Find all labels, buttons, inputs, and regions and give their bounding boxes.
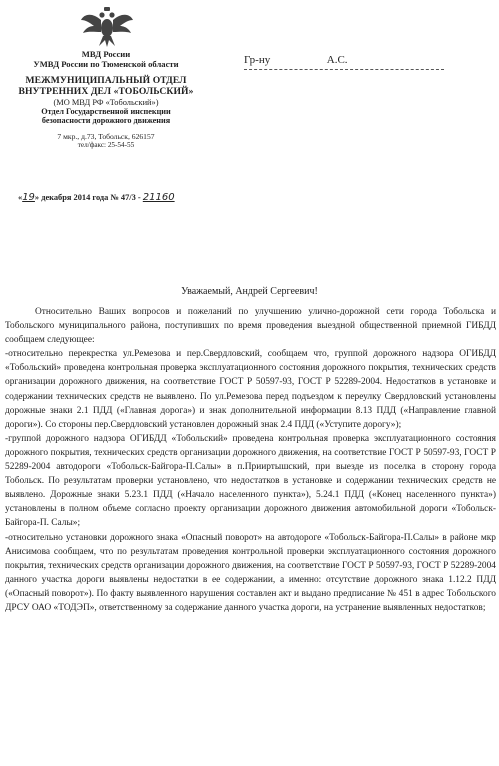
recipient-initials: А.С. — [326, 54, 348, 66]
org-line-2: УМВД России по Тюменской области — [33, 58, 179, 69]
doc-number-handwritten: 21160 — [142, 192, 175, 203]
address: 7 мкр., д.73, Тобольск, 626157 — [57, 131, 155, 141]
org-line-1: МВД России — [81, 49, 131, 59]
phone: тел/факс: 25-54-55 — [77, 141, 135, 149]
dept-line-2: ВНУТРЕННИХ ДЕЛ «ТОБОЛЬСКИЙ» — [18, 85, 194, 97]
doc-day-handwritten: 19 — [22, 192, 35, 203]
letter-body — [5, 305, 496, 615]
dept-line-1: МЕЖМУНИЦИПАЛЬНЫЙ ОТДЕЛ — [25, 75, 187, 87]
paragraph: -относительно установки дорожного знака «Опасный поворот» на автодороге «Тобольск-Байгора-П.Салы» в районе мкр Анисимова сообщаем, что по результатам проведения контрольной проверки эксплуатационного состояния дорожного покрытия, технических средств организации дорожного движения, на соответствие ГОСТ Р 50597-93, ГОСТ Р 52289-2004 данного участка дороги выявлены недостатки в ее содержании, а именно: отсутствие дорожного знака 1.12.2 ПДД («Опасный поворот»). По факту выявленного нарушения составлен акт и выдано предписание № 451 в адрес Тобольского ДРСУ ОАО «ТОДЭП», ответственному за содержание данного участка дороги, на устранение выявленных недостатков; — [5, 532, 496, 613]
paragraph: Относительно Ваших вопросов и пожеланий по улучшению улично-дорожной сети города Тобольска и Тобольского муниципального района, поступивших по время проведения выездной общественной приемной ГИБДД сообщаем следующее: — [5, 307, 496, 346]
doc-middle: » декабря 2014 года № 47/3 - — [34, 193, 143, 202]
paragraph: -относительно перекрестка ул.Ремезова и пер.Свердловский, сообщаем что, группой дорожного надзора ОГИБДД «Тобольский» проведена контрольная проверка эксплуатационного состояния дорожного покрытия, технических средств организации дорожного движения, на соответствие ГОСТ Р 50597-93, ГОСТ Р 52289-2004. Недостатков в установке и содержании технических средств не выявлено. По ул.Ремезова перед подъездом к переулку Свердловский установлены дорожные знаки 2.1 ПДД («Главная дорога») и знак дополнительной информации 8.13 ПДД («Направление главной дороги»). Со стороны пер.Свердловский установлен дорожный знак 2.4 ПДД («Уступите дорогу»); — [5, 349, 496, 430]
greeting: Уважаемый, Андрей Сергеевич! — [181, 286, 318, 297]
dept-abbr: (МО МВД РФ «Тобольский») — [53, 97, 159, 107]
document-date-number — [18, 192, 175, 203]
recipient-block — [244, 54, 444, 70]
mvd-emblem-icon — [80, 6, 134, 48]
inspection-line-1: Отдел Государственной инспекции — [41, 107, 171, 117]
paragraph: -группой дорожного надзора ОГИБДД «Тобольский» проведена контрольная проверка эксплуатационного состояния дорожного покрытия, технических средств организации дорожного движения, на соответствие ГОСТ Р 50597-93, ГОСТ Р 52289-2004 автодороги «Тобольск-Байгора-П.Салы» в п.Прииртышский, при выезде из поселка в сторону города Тобольск. По результатам проверки установлено, что недостатков в установке и содержании технических средств не выявлено. Дорожные знаки 5.23.1 ПДД («Начало населенного пункта»), 5.24.1 ПДД («Конец населенного пункта») установлены в полном объеме согласно проекту организации дорожного движения автомобильной дороги «Тобольск-Байгора-П. Салы»; — [5, 433, 496, 529]
inspection-line-2: безопасности дорожного движения — [41, 116, 171, 126]
doc-prefix: « — [18, 193, 23, 202]
recipient-label: Гр-ну — [244, 54, 271, 66]
letterhead — [6, 50, 206, 149]
